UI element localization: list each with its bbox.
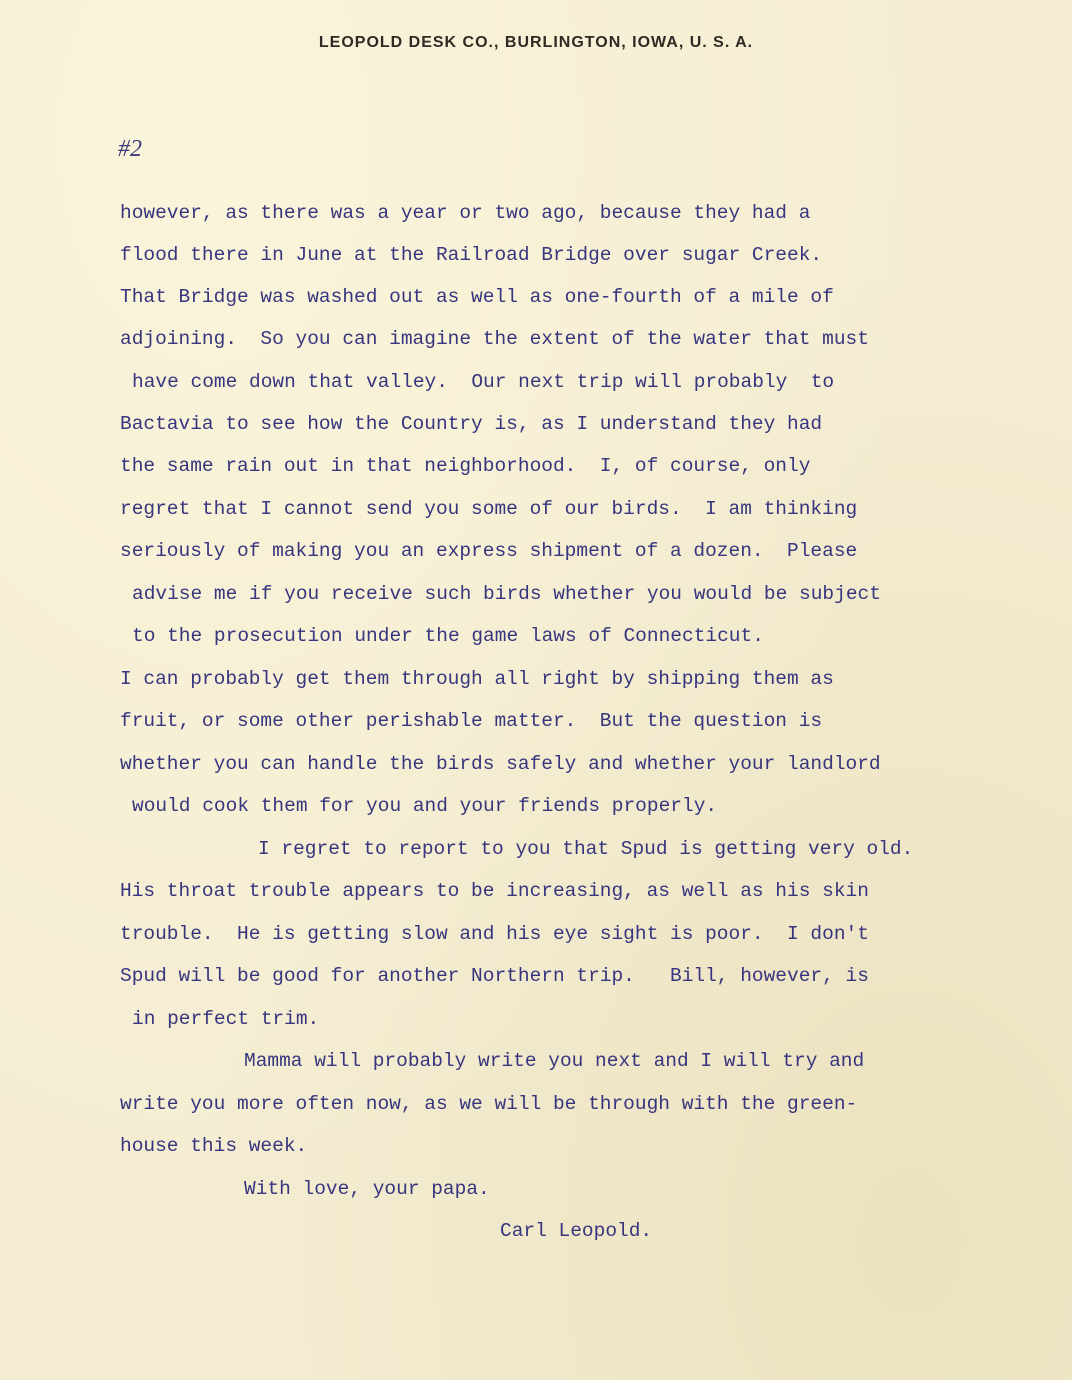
letter-line: His throat trouble appears to be increasing, as well as his skin xyxy=(120,880,869,902)
letter-line: however, as there was a year or two ago, because they had a xyxy=(120,202,811,224)
letter-line: That Bridge was washed out as well as one-fourth of a mile of xyxy=(120,286,834,308)
page-number: #2 xyxy=(118,136,142,162)
letterhead: LEOPOLD DESK CO., BURLINGTON, IOWA, U. S. A. xyxy=(318,34,754,51)
letter-line: advise me if you receive such birds whether you would be subject xyxy=(132,583,881,605)
letter-line: to the prosecution under the game laws of Connecticut. xyxy=(132,625,764,647)
letter-line: write you more often now, as we will be through with the green- xyxy=(120,1093,858,1115)
closing: With love, your papa. xyxy=(244,1178,490,1200)
letter-line: Mamma will probably write you next and I will try and xyxy=(244,1050,865,1072)
letter-line: whether you can handle the birds safely and whether your landlord xyxy=(120,753,881,775)
letter-line: would cook them for you and your friends properly. xyxy=(132,795,718,817)
letter-line: Spud will be good for another Northern trip. Bill, however, is xyxy=(120,965,869,987)
letter-line: seriously of making you an express shipment of a dozen. Please xyxy=(120,540,858,562)
letter-line: fruit, or some other perishable matter. But the question is xyxy=(120,710,823,732)
letter-line: house this week. xyxy=(120,1135,308,1157)
signature: Carl Leopold. xyxy=(500,1220,653,1242)
letter-line: Bactavia to see how the Country is, as I understand they had xyxy=(120,413,823,435)
letter-line: flood there in June at the Railroad Bridge over sugar Creek. xyxy=(120,244,823,266)
letter-line: regret that I cannot send you some of our birds. I am thinking xyxy=(120,498,858,520)
letter-line: adjoining. So you can imagine the extent of the water that must xyxy=(120,328,869,350)
letter-line: I regret to report to you that Spud is getting very old. xyxy=(258,838,914,860)
letter-line: in perfect trim. xyxy=(132,1008,320,1030)
letter-line: have come down that valley. Our next trip will probably to xyxy=(132,371,835,393)
letter-line: trouble. He is getting slow and his eye sight is poor. I don't xyxy=(120,923,869,945)
letter-line: the same rain out in that neighborhood. I, of course, only xyxy=(120,455,811,477)
letter-line: I can probably get them through all right by shipping them as xyxy=(120,668,834,690)
